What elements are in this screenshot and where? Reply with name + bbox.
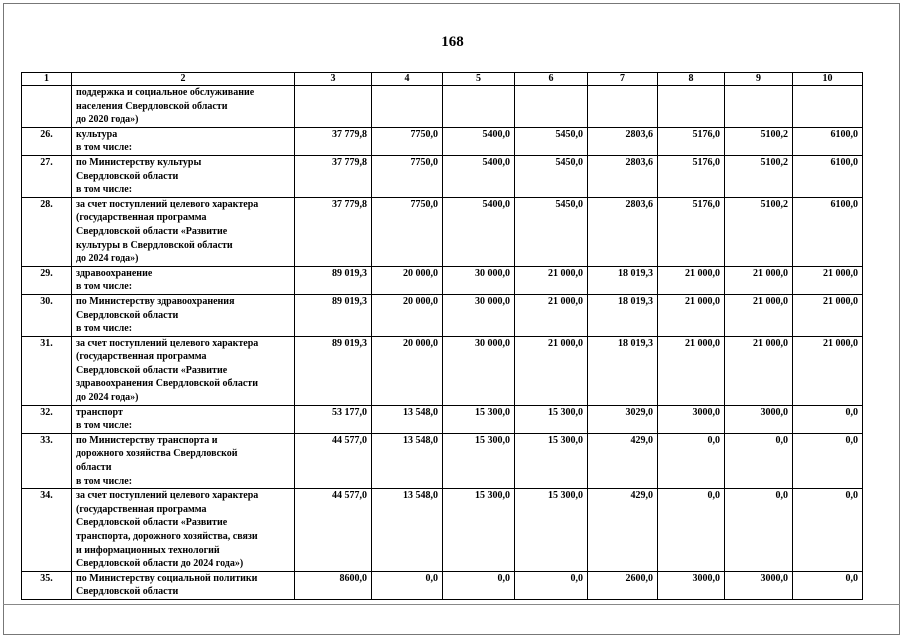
row-number: 35.: [22, 571, 72, 599]
value-cell-col-10: 6100,0: [793, 127, 863, 155]
value-cell-col-4: 7750,0: [372, 155, 443, 197]
description-line: (государственная программа: [76, 503, 207, 515]
value-cell-col-8: 21 000,0: [658, 336, 725, 405]
column-header-10: 10: [793, 73, 863, 86]
value-cell-col-10: 0,0: [793, 489, 863, 572]
row-description: [72, 266, 295, 294]
value-cell-col-8: 5176,0: [658, 127, 725, 155]
value-cell-col-9: 0,0: [725, 489, 793, 572]
value-cell-col-3: [295, 86, 372, 128]
value-cell-col-8: 21 000,0: [658, 294, 725, 336]
value-cell-col-7: 2600,0: [588, 571, 658, 599]
column-header-4: 4: [372, 73, 443, 86]
table-row: [22, 294, 863, 336]
value-cell-col-4: 20 000,0: [372, 294, 443, 336]
table-row: [22, 571, 863, 599]
value-cell-col-5: 15 300,0: [443, 433, 515, 488]
value-cell-col-10: 0,0: [793, 405, 863, 433]
value-cell-col-5: 30 000,0: [443, 294, 515, 336]
description-line: Свердловской области: [76, 170, 179, 182]
column-header-3: 3: [295, 73, 372, 86]
value-cell-col-7: 429,0: [588, 489, 658, 572]
value-cell-col-3: 89 019,3: [295, 336, 372, 405]
value-cell-col-7: 18 019,3: [588, 336, 658, 405]
table-row: [22, 197, 863, 266]
value-cell-col-6: 0,0: [515, 571, 588, 599]
value-cell-col-5: 5400,0: [443, 155, 515, 197]
value-cell-col-7: 3029,0: [588, 405, 658, 433]
value-cell-col-3: 37 779,8: [295, 127, 372, 155]
description-line: в том числе:: [76, 323, 133, 335]
value-cell-col-8: 5176,0: [658, 197, 725, 266]
bottom-divider: [3, 604, 900, 605]
value-cell-col-8: [658, 86, 725, 128]
value-cell-col-5: 5400,0: [443, 127, 515, 155]
description-line: культуры в Свердловской области: [76, 239, 233, 251]
description-line: Свердловской области: [76, 586, 179, 598]
budget-table: [21, 72, 863, 600]
row-description: [72, 197, 295, 266]
description-line: Свердловской области: [76, 309, 179, 321]
value-cell-col-9: 3000,0: [725, 405, 793, 433]
row-number: 31.: [22, 336, 72, 405]
description-line: по Министерству здравоохранения: [76, 295, 235, 307]
column-header-2: 2: [72, 73, 295, 86]
description-line: за счет поступлений целевого характера: [76, 490, 259, 502]
value-cell-col-10: 0,0: [793, 433, 863, 488]
value-cell-col-8: 21 000,0: [658, 266, 725, 294]
description-line: дорожного хозяйства Свердловской: [76, 448, 238, 460]
row-number: 27.: [22, 155, 72, 197]
value-cell-col-9: [725, 86, 793, 128]
value-cell-col-10: 0,0: [793, 571, 863, 599]
description-line: до 2024 года»): [76, 392, 139, 404]
value-cell-col-3: 89 019,3: [295, 294, 372, 336]
row-description: [72, 433, 295, 488]
value-cell-col-8: 0,0: [658, 489, 725, 572]
row-number: 29.: [22, 266, 72, 294]
value-cell-col-5: 15 300,0: [443, 405, 515, 433]
value-cell-col-5: 5400,0: [443, 197, 515, 266]
description-line: по Министерству социальной политики: [76, 572, 258, 584]
description-line: по Министерству транспорта и: [76, 434, 218, 446]
value-cell-col-7: 18 019,3: [588, 294, 658, 336]
row-number: 30.: [22, 294, 72, 336]
table-row: [22, 266, 863, 294]
value-cell-col-7: 429,0: [588, 433, 658, 488]
value-cell-col-6: 5450,0: [515, 127, 588, 155]
value-cell-col-7: [588, 86, 658, 128]
value-cell-col-9: 21 000,0: [725, 336, 793, 405]
value-cell-col-9: 0,0: [725, 433, 793, 488]
value-cell-col-6: 21 000,0: [515, 266, 588, 294]
description-line: (государственная программа: [76, 351, 207, 363]
description-line: культура: [76, 128, 118, 140]
row-number: 33.: [22, 433, 72, 488]
table-row: [22, 489, 863, 572]
description-line: и информационных технологий: [76, 544, 220, 556]
table-row: [22, 405, 863, 433]
value-cell-col-10: 21 000,0: [793, 266, 863, 294]
value-cell-col-4: 20 000,0: [372, 266, 443, 294]
description-line: поддержка и социальное обслуживание: [76, 87, 255, 98]
value-cell-col-3: 44 577,0: [295, 433, 372, 488]
value-cell-col-3: 89 019,3: [295, 266, 372, 294]
value-cell-col-10: 21 000,0: [793, 294, 863, 336]
value-cell-col-3: 8600,0: [295, 571, 372, 599]
value-cell-col-10: 6100,0: [793, 197, 863, 266]
row-description: [72, 155, 295, 197]
value-cell-col-4: [372, 86, 443, 128]
value-cell-col-9: 21 000,0: [725, 294, 793, 336]
value-cell-col-5: 30 000,0: [443, 266, 515, 294]
value-cell-col-7: 18 019,3: [588, 266, 658, 294]
value-cell-col-4: 13 548,0: [372, 433, 443, 488]
row-description: [72, 489, 295, 572]
description-line: в том числе:: [76, 142, 133, 154]
value-cell-col-5: 15 300,0: [443, 489, 515, 572]
value-cell-col-4: 20 000,0: [372, 336, 443, 405]
value-cell-col-8: 0,0: [658, 433, 725, 488]
row-number: 26.: [22, 127, 72, 155]
description-line: в том числе:: [76, 184, 133, 196]
value-cell-col-6: 15 300,0: [515, 405, 588, 433]
page-number: 168: [441, 34, 464, 50]
description-line: в том числе:: [76, 281, 133, 293]
value-cell-col-6: 15 300,0: [515, 433, 588, 488]
value-cell-col-10: 21 000,0: [793, 336, 863, 405]
value-cell-col-7: 2803,6: [588, 155, 658, 197]
column-header-1: 1: [22, 73, 72, 86]
description-line: здравоохранения Свердловской области: [76, 378, 258, 390]
value-cell-col-9: 3000,0: [725, 571, 793, 599]
description-line: здравоохранение: [76, 267, 153, 279]
column-header-9: 9: [725, 73, 793, 86]
value-cell-col-9: 5100,2: [725, 155, 793, 197]
row-description: [72, 86, 295, 128]
value-cell-col-8: 3000,0: [658, 405, 725, 433]
table-header-row: [22, 73, 863, 86]
row-number: 32.: [22, 405, 72, 433]
description-line: населения Свердловской области: [76, 100, 228, 112]
table-row: [22, 86, 863, 128]
column-header-5: 5: [443, 73, 515, 86]
value-cell-col-6: 21 000,0: [515, 294, 588, 336]
value-cell-col-6: 5450,0: [515, 197, 588, 266]
description-line: в том числе:: [76, 475, 133, 487]
value-cell-col-5: 0,0: [443, 571, 515, 599]
value-cell-col-8: 3000,0: [658, 571, 725, 599]
description-line: по Министерству культуры: [76, 156, 202, 168]
table-row: [22, 127, 863, 155]
row-number: [22, 86, 72, 128]
description-line: Свердловской области «Развитие: [76, 364, 228, 376]
value-cell-col-8: 5176,0: [658, 155, 725, 197]
table-row: [22, 336, 863, 405]
value-cell-col-10: 6100,0: [793, 155, 863, 197]
description-line: Свердловской области до 2024 года»): [76, 558, 244, 570]
value-cell-col-6: [515, 86, 588, 128]
value-cell-col-3: 37 779,8: [295, 155, 372, 197]
value-cell-col-4: 7750,0: [372, 197, 443, 266]
table-row: [22, 155, 863, 197]
description-line: Свердловской области «Развитие: [76, 225, 228, 237]
row-description: [72, 294, 295, 336]
value-cell-col-6: 15 300,0: [515, 489, 588, 572]
value-cell-col-4: 0,0: [372, 571, 443, 599]
value-cell-col-9: 5100,2: [725, 197, 793, 266]
description-line: до 2020 года»): [76, 114, 139, 126]
column-header-8: 8: [658, 73, 725, 86]
value-cell-col-3: 53 177,0: [295, 405, 372, 433]
value-cell-col-9: 5100,2: [725, 127, 793, 155]
value-cell-col-6: 5450,0: [515, 155, 588, 197]
value-cell-col-4: 13 548,0: [372, 405, 443, 433]
column-header-7: 7: [588, 73, 658, 86]
description-line: Свердловской области «Развитие: [76, 517, 228, 529]
value-cell-col-4: 7750,0: [372, 127, 443, 155]
row-description: [72, 571, 295, 599]
table-row: [22, 433, 863, 488]
description-line: до 2024 года»): [76, 253, 139, 265]
row-number: 28.: [22, 197, 72, 266]
row-description: [72, 405, 295, 433]
description-line: за счет поступлений целевого характера: [76, 337, 259, 349]
value-cell-col-10: [793, 86, 863, 128]
row-description: [72, 336, 295, 405]
description-line: (государственная программа: [76, 212, 207, 224]
value-cell-col-5: [443, 86, 515, 128]
value-cell-col-7: 2803,6: [588, 197, 658, 266]
column-header-6: 6: [515, 73, 588, 86]
value-cell-col-9: 21 000,0: [725, 266, 793, 294]
description-line: за счет поступлений целевого характера: [76, 198, 259, 210]
value-cell-col-3: 37 779,8: [295, 197, 372, 266]
value-cell-col-6: 21 000,0: [515, 336, 588, 405]
value-cell-col-7: 2803,6: [588, 127, 658, 155]
description-line: транспорта, дорожного хозяйства, связи: [76, 531, 258, 542]
value-cell-col-3: 44 577,0: [295, 489, 372, 572]
value-cell-col-5: 30 000,0: [443, 336, 515, 405]
description-line: транспорт: [76, 406, 123, 418]
value-cell-col-4: 13 548,0: [372, 489, 443, 572]
description-line: области: [76, 462, 112, 474]
row-description: [72, 127, 295, 155]
row-number: 34.: [22, 489, 72, 572]
description-line: в том числе:: [76, 420, 133, 432]
